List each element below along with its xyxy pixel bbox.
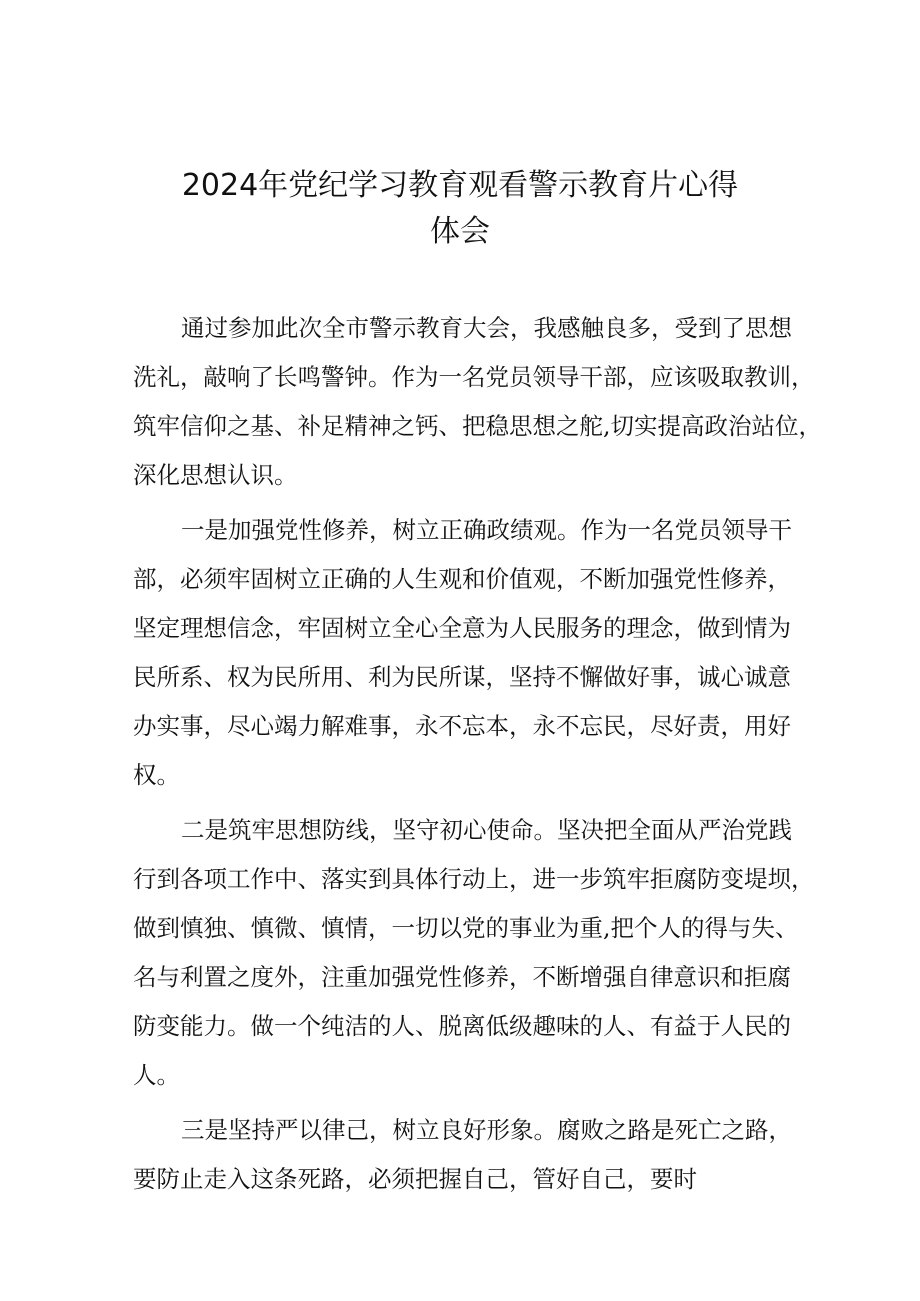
paragraph-point-two (133, 806, 815, 1100)
title-line-2: 体会 (430, 214, 490, 249)
paragraph-line: 行到各项工作中、落实到具体行动上，进一步筑牢拒腐防变堤坝， (133, 865, 815, 893)
document-title (120, 163, 800, 255)
paragraph-line: 通过参加此次全市警示教育大会，我感触良多，受到了思想 (181, 314, 792, 342)
paragraph-point-three (133, 1106, 793, 1204)
paragraph-line: 部，必须牢固树立正确的人生观和价值观，不断加强党性修养， (133, 565, 791, 593)
paragraph-line: 权。 (133, 761, 180, 789)
paragraph-line: 办实事，尽心竭力解难事，永不忘本，永不忘民，尽好责，用好 (133, 712, 791, 740)
paragraph-line: 做到慎独、慎微、慎情，一切以党的事业为重,把个人的得与失、 (133, 914, 799, 942)
paragraph-line: 三是坚持严以律己，树立良好形象。腐败之路是死亡之路， (181, 1116, 792, 1144)
paragraph-line: 洗礼，敲响了长鸣警钟。作为一名党员领导干部，应该吸取教训， (133, 363, 815, 391)
paragraph-point-one (133, 506, 793, 800)
paragraph-line: 名与利置之度外，注重加强党性修养，不断增强自律意识和拒腐 (133, 963, 791, 991)
title-line-1: 2024年党纪学习教育观看警示教育片心得 (181, 168, 739, 203)
paragraph-line: 二是筑牢思想防线，坚守初心使命。坚决把全面从严治党践 (181, 816, 792, 844)
document-body (133, 304, 822, 1210)
paragraph-intro (133, 304, 822, 500)
paragraph-line: 坚定理想信念，牢固树立全心全意为人民服务的理念，做到情为 (133, 614, 791, 642)
paragraph-line: 防变能力。做一个纯洁的人、脱离低级趣味的人、有益于人民的 (133, 1012, 791, 1040)
paragraph-line: 一是加强党性修养，树立正确政绩观。作为一名党员领导干 (181, 516, 792, 544)
paragraph-line: 人。 (133, 1061, 180, 1089)
paragraph-line: 深化思想认识。 (133, 461, 298, 489)
paragraph-line: 要防止走入这条死路，必须把握自己，管好自己，要时 (133, 1165, 697, 1193)
paragraph-line: 筑牢信仰之基、补足精神之钙、把稳思想之舵,切实提高政治站位， (133, 412, 822, 440)
paragraph-line: 民所系、权为民所用、利为民所谋，坚持不懈做好事，诚心诚意 (133, 663, 791, 691)
